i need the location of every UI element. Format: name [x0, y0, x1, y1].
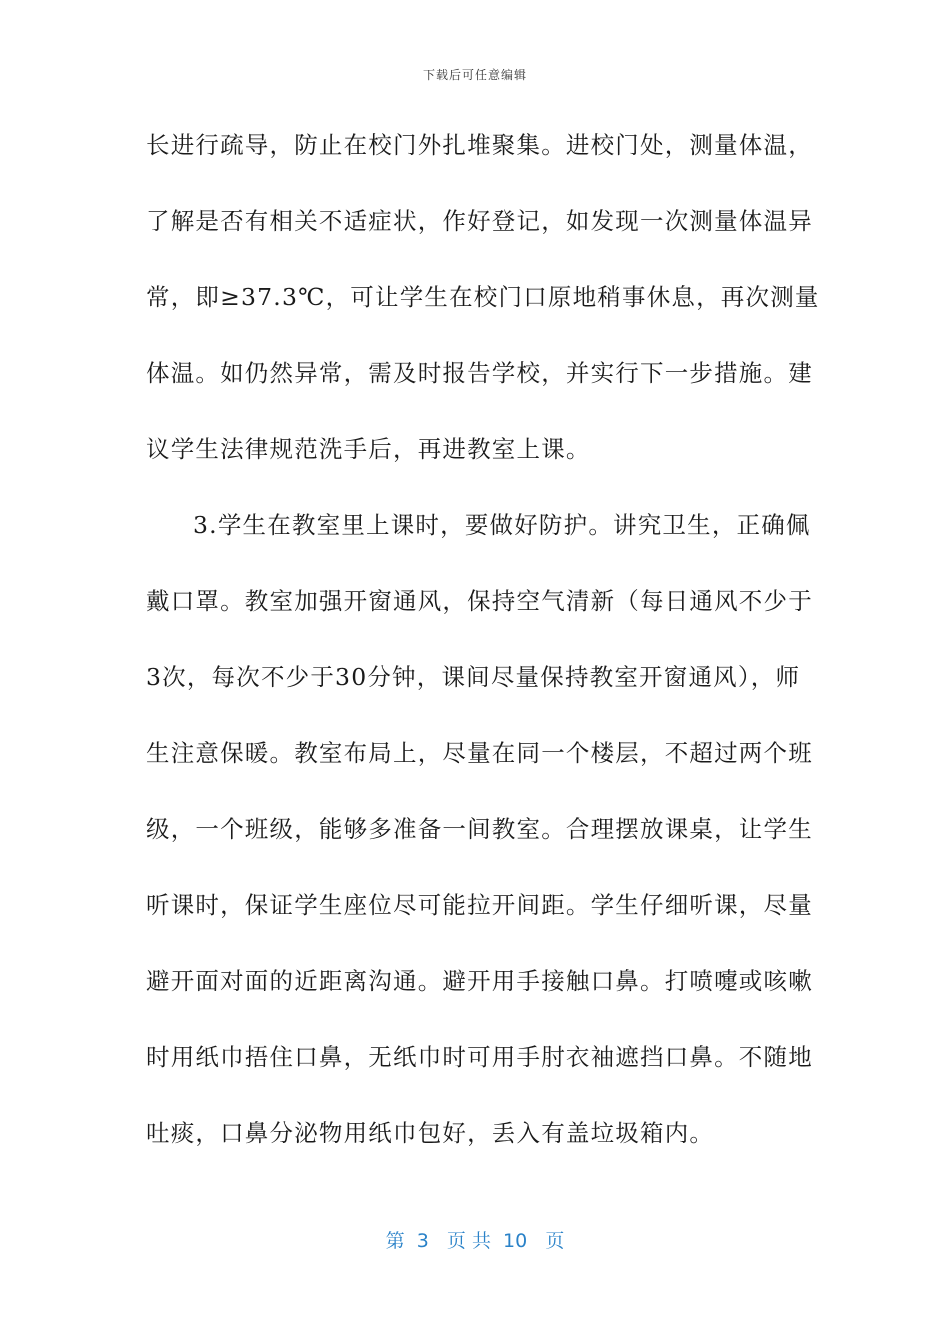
text-line: 听课时，保证学生座位尽可能拉开间距。学生仔细听课，尽量: [146, 891, 813, 919]
text-line: 了解是否有相关不适症状，作好登记，如发现一次测量体温异: [146, 207, 813, 235]
text-line: 3.学生在教室里上课时，要做好防护。讲究卫生，正确佩: [193, 511, 811, 539]
text-line: 长进行疏导，防止在校门外扎堆聚集。进校门处，测量体温，: [146, 131, 813, 159]
text-line: 生注意保暖。教室布局上，尽量在同一个楼层，不超过两个班: [146, 739, 813, 767]
page-number-footer: 第 3 页 共 10 页: [385, 1230, 565, 1252]
text-line: 议学生法律规范洗手后，再进教室上课。: [146, 435, 591, 463]
header-note: 下载后可任意编辑: [422, 68, 527, 82]
document-body: [146, 122, 820, 1186]
text-line: 吐痰，口鼻分泌物用纸巾包好，丢入有盖垃圾箱内。: [146, 1119, 715, 1147]
text-line: 时用纸巾捂住口鼻，无纸巾时可用手肘衣袖遮挡口鼻。不随地: [146, 1043, 813, 1071]
text-line: 级，一个班级，能够多准备一间教室。合理摆放课桌，让学生: [146, 815, 813, 843]
text-line: 常，即≥37.3℃，可让学生在校门口原地稍事休息，再次测量: [146, 283, 820, 311]
text-line: 避开面对面的近距离沟通。避开用手接触口鼻。打喷嚏或咳嗽: [146, 967, 813, 995]
text-line: 3次，每次不少于30分钟，课间尽量保持教室开窗通风），师: [146, 663, 801, 691]
text-line: 戴口罩。教室加强开窗通风，保持空气清新（每日通风不少于: [146, 587, 813, 615]
text-line: 体温。如仍然异常，需及时报告学校，并实行下一步措施。建: [146, 359, 813, 387]
